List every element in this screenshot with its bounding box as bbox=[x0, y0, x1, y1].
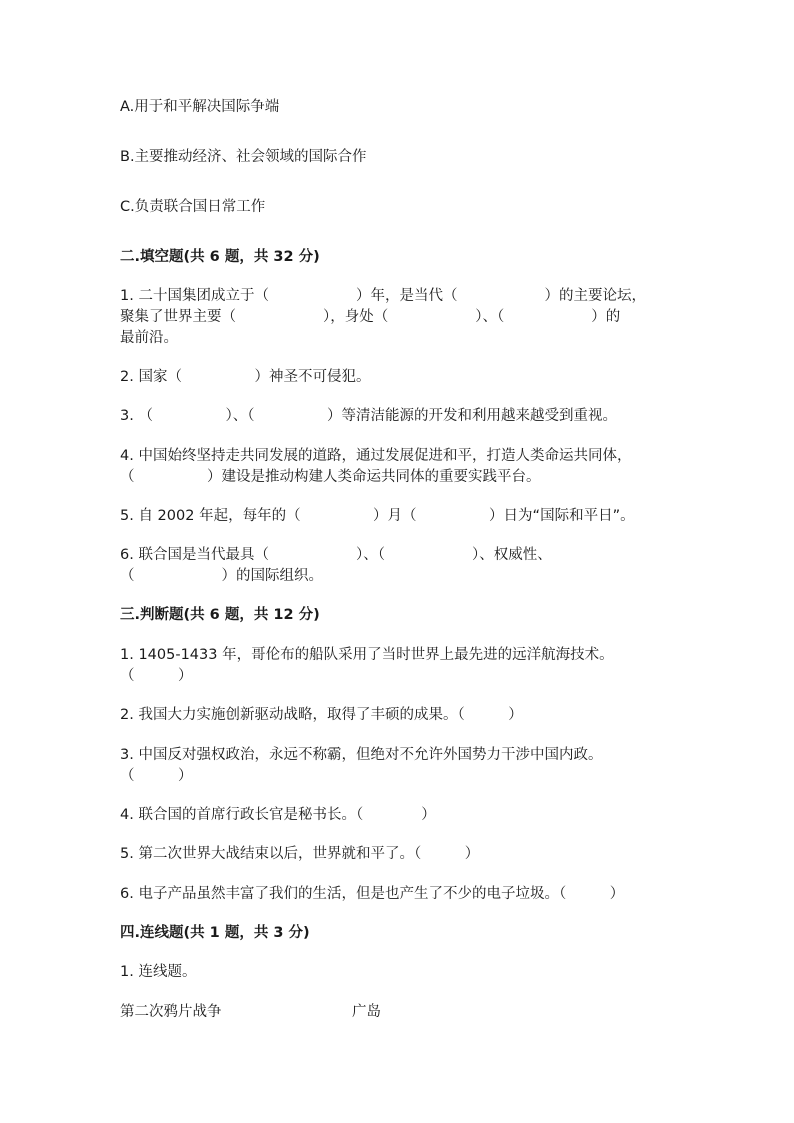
judge-q1-line2: （ ） bbox=[120, 668, 193, 684]
fill-q6-line1: 6. 联合国是当代最具（ ）、（ ）、权威性、 bbox=[120, 547, 552, 563]
fill-q4-line1: 4. 中国始终坚持走共同发展的道路，通过发展促进和平，打造人类命运共同体， bbox=[120, 448, 632, 464]
fill-q5: 5. 自 2002 年起，每年的（ ）月（ ）日为“国际和平日”。 bbox=[120, 508, 635, 524]
judge-q6: 6. 电子产品虽然丰富了我们的生活，但是也产生了不少的电子垃圾。（ ） bbox=[120, 886, 625, 902]
judge-q3-line1: 3. 中国反对强权政治，永远不称霸，但绝对不允许外国势力干涉中国内政。 bbox=[120, 747, 603, 763]
fill-q6-line2: （ ）的国际组织。 bbox=[120, 568, 323, 584]
option-c: C.负责联合国日常工作 bbox=[120, 199, 266, 215]
fill-q2: 2. 国家（ ）神圣不可侵犯。 bbox=[120, 369, 371, 385]
fill-q1-line1: 1. 二十国集团成立于（ ）年，是当代（ ）的主要论坛， bbox=[120, 288, 646, 304]
option-a: A.用于和平解决国际争端 bbox=[120, 99, 280, 115]
fill-q3: 3. （ ）、（ ）等清洁能源的开发和利用越来越受到重视。 bbox=[120, 408, 617, 424]
judge-q1-line1: 1. 1405-1433 年，哥伦布的船队采用了当时世界上最先进的远洋航海技术。 bbox=[120, 647, 614, 663]
fill-q4-line2: （ ）建设是推动构建人类命运共同体的重要实践平台。 bbox=[120, 469, 541, 485]
judge-q4: 4. 联合国的首席行政长官是秘书长。（ ） bbox=[120, 807, 436, 823]
judge-q2: 2. 我国大力实施创新驱动战略，取得了丰硕的成果。（ ） bbox=[120, 707, 523, 723]
section-heading-match: 四.连线题(共 1 题，共 3 分) bbox=[120, 925, 310, 941]
match-left-item: 第二次鸦片战争 bbox=[120, 1004, 222, 1020]
match-q1: 1. 连线题。 bbox=[120, 964, 197, 980]
fill-q1-line3: 最前沿。 bbox=[120, 330, 178, 346]
section-heading-judge: 三.判断题(共 6 题，共 12 分) bbox=[120, 607, 320, 623]
fill-q1-line2: 聚集了世界主要（ ），身处（ ）、（ ）的 bbox=[120, 309, 621, 325]
option-b: B.主要推动经济、社会领域的国际合作 bbox=[120, 149, 367, 165]
judge-q3-line2: （ ） bbox=[120, 768, 193, 784]
section-heading-fill: 二.填空题(共 6 题，共 32 分) bbox=[120, 249, 320, 265]
match-right-item: 广岛 bbox=[352, 1004, 381, 1020]
judge-q5: 5. 第二次世界大战结束以后，世界就和平了。（ ） bbox=[120, 846, 480, 862]
